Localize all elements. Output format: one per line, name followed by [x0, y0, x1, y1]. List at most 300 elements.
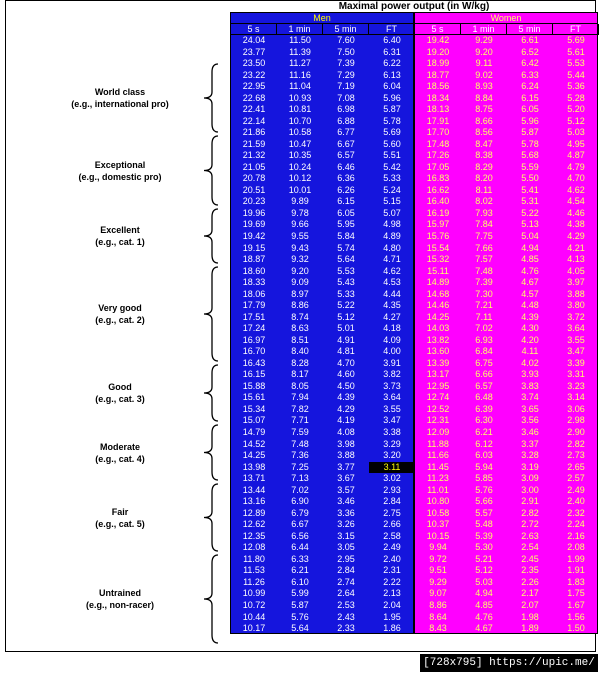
men-table-cell: 19.69	[242, 219, 266, 230]
men-table-cell: 6.57	[337, 150, 355, 161]
category-brace	[204, 64, 218, 132]
women-table-cell: 7.21	[475, 300, 493, 311]
men-table-cell: 2.75	[383, 507, 401, 518]
men-table-cell: 5.42	[383, 161, 401, 172]
women-table-cell: 5.30	[475, 542, 493, 553]
men-table-cell: 3.15	[337, 530, 355, 541]
men-table-cell: 6.36	[337, 173, 355, 184]
men-table-cell: 18.87	[242, 254, 266, 265]
men-group-header: Men	[231, 13, 413, 24]
women-table-cell: 3.31	[567, 369, 585, 380]
women-table-cell: 6.21	[475, 427, 493, 438]
men-table-cell: 15.07	[242, 415, 266, 426]
women-table-cell: 15.97	[426, 219, 450, 230]
men-table-cell: 4.19	[337, 415, 355, 426]
men-table-cell: 2.84	[383, 496, 401, 507]
women-table-cell: 18.13	[426, 104, 450, 115]
women-table-cell: 6.61	[521, 35, 539, 45]
women-table-cell: 12.74	[426, 392, 450, 403]
women-table-cell: 5.50	[521, 173, 539, 184]
men-table-cell: 8.28	[291, 357, 309, 368]
category-brace	[204, 484, 218, 551]
women-table-cell: 6.42	[521, 58, 539, 69]
women-table-cell: 5.59	[521, 161, 539, 172]
women-table-cell: 17.70	[426, 127, 450, 138]
category-brace	[204, 136, 218, 205]
men-table-cell: 3.20	[383, 450, 401, 461]
women-table-cell: 2.98	[567, 415, 585, 426]
men-table-cell: 9.20	[291, 265, 309, 276]
men-table-cell: 3.05	[337, 542, 355, 553]
men-table-cell: 21.05	[242, 161, 266, 172]
men-table-cell: 10.72	[242, 599, 266, 610]
women-table-cell: 2.73	[567, 450, 585, 461]
men-table-cell: 10.99	[242, 588, 266, 599]
men-table-cell: 4.62	[383, 265, 401, 276]
men-table-cell: 3.64	[383, 392, 401, 403]
women-table-cell: 3.88	[567, 288, 585, 299]
men-table-cell: 17.51	[242, 311, 266, 322]
women-column-block	[414, 12, 598, 634]
women-table-cell: 4.85	[475, 599, 493, 610]
women-table-cell: 4.57	[521, 288, 539, 299]
men-table-cell: 4.27	[383, 311, 401, 322]
men-table-cell: 5.87	[291, 599, 309, 610]
women-table-cell: 6.03	[475, 450, 493, 461]
women-table-cell: 12.95	[426, 380, 450, 391]
category-label	[40, 587, 200, 611]
men-table-cell: 19.96	[242, 207, 266, 218]
category-label	[40, 441, 200, 465]
women-table-cell: 16.62	[426, 184, 450, 195]
men-table-cell: 9.32	[291, 254, 309, 265]
men-table-cell: 4.39	[337, 392, 355, 403]
category-name: Fair	[111, 506, 129, 517]
category-example: (e.g., international pro)	[71, 99, 169, 109]
men-column-header: 5 s	[231, 24, 277, 35]
women-table-cell: 5.61	[567, 46, 585, 57]
women-table-cell: 2.16	[567, 530, 585, 541]
men-table-cell: 4.44	[383, 288, 401, 299]
men-table-cell: 3.36	[337, 507, 355, 518]
men-table-cell: 19.15	[242, 242, 266, 253]
category-brace	[204, 209, 218, 263]
men-column-header: 1 min	[277, 24, 323, 35]
women-table-cell: 8.29	[475, 161, 493, 172]
men-table-cell: 3.77	[337, 461, 355, 472]
category-brace	[204, 555, 218, 643]
women-table-cell: 5.78	[521, 138, 539, 149]
category-name: Moderate	[99, 441, 140, 452]
women-table-cell: 5.28	[567, 92, 585, 103]
women-table-cell: 6.48	[475, 392, 493, 403]
women-table-cell: 9.94	[429, 542, 447, 553]
category-example: (e.g., cat. 3)	[95, 394, 145, 404]
men-table-cell: 11.27	[289, 58, 311, 69]
men-table-cell: 22.14	[242, 115, 266, 126]
women-table-cell: 6.24	[521, 81, 539, 92]
women-table-cell: 2.08	[567, 542, 585, 553]
women-table-cell: 9.07	[429, 588, 447, 599]
men-table-cell: 8.40	[291, 346, 309, 357]
women-table-cell: 5.94	[475, 461, 493, 472]
men-table-cell: 2.04	[383, 599, 401, 610]
women-table-cell: 3.47	[567, 346, 585, 357]
women-table-cell: 15.76	[426, 231, 450, 241]
men-table-cell: 23.22	[242, 69, 266, 80]
men-table-cell: 4.98	[383, 219, 401, 230]
category-label	[40, 86, 200, 110]
men-table-cell: 7.94	[291, 392, 309, 403]
women-table-cell: 3.74	[521, 392, 539, 403]
women-table-cell: 1.99	[567, 553, 585, 564]
men-table-cell: 3.57	[337, 484, 355, 495]
men-table-cell: 7.25	[291, 461, 309, 472]
women-table-cell: 5.68	[521, 150, 539, 161]
men-table-cell: 5.87	[383, 104, 401, 115]
men-table-cell: 2.95	[337, 553, 355, 564]
women-table-cell: 12.52	[426, 403, 450, 414]
men-table-cell: 21.59	[242, 138, 266, 149]
men-table-cell: 11.26	[243, 576, 265, 587]
men-table-cell: 6.22	[383, 58, 401, 69]
men-table-cell: 11.80	[243, 553, 265, 564]
women-table-cell: 5.22	[521, 207, 539, 218]
men-table-cell: 14.52	[242, 438, 266, 449]
men-table-cell: 18.06	[242, 288, 266, 299]
women-table-cell: 3.23	[567, 380, 585, 391]
women-table-cell: 5.87	[521, 127, 539, 138]
women-table-cell: 5.12	[567, 115, 585, 126]
women-table-cell: 2.91	[521, 496, 539, 507]
men-table-cell: 16.97	[242, 334, 266, 345]
women-table-cell: 3.56	[521, 415, 539, 426]
men-table-cell: 9.43	[291, 242, 309, 253]
women-table-cell: 2.72	[521, 519, 539, 530]
men-table-cell: 6.46	[337, 161, 355, 172]
men-table-cell: 12.35	[242, 530, 266, 541]
men-table-cell: 9.66	[291, 219, 309, 230]
men-table-cell: 5.24	[383, 184, 401, 195]
women-table-cell: 4.11	[521, 346, 539, 357]
women-table-cell: 6.15	[521, 92, 539, 103]
women-table-cell: 5.76	[475, 484, 493, 495]
men-table-cell: 4.89	[383, 231, 401, 241]
men-table-cell: 6.21	[291, 565, 309, 576]
women-table-cell: 13.17	[426, 369, 450, 380]
men-table-cell: 2.58	[383, 530, 401, 541]
women-table-cell: 14.03	[426, 323, 450, 334]
women-table-cell: 3.64	[567, 323, 585, 334]
men-table-cell: 11.16	[289, 69, 311, 80]
men-table-cell: 15.88	[242, 380, 266, 391]
women-table-cell: 1.91	[567, 565, 585, 576]
women-table-cell: 5.20	[567, 104, 585, 115]
men-table-cell: 2.13	[383, 588, 401, 599]
women-table-cell: 10.15	[426, 530, 450, 541]
men-table-cell: 8.63	[291, 323, 309, 334]
women-table-cell: 4.21	[567, 242, 585, 253]
women-table-cell: 17.26	[426, 150, 450, 161]
women-table-cell: 4.48	[521, 300, 539, 311]
men-table-cell: 8.05	[291, 380, 309, 391]
women-table-cell: 19.20	[426, 46, 450, 57]
women-table-cell: 8.75	[475, 104, 493, 115]
men-table-cell: 4.18	[383, 323, 401, 334]
women-table-cell: 1.67	[567, 599, 585, 610]
women-column-header: FT	[553, 24, 599, 35]
men-table-cell: 5.69	[383, 127, 401, 138]
women-table-cell: 8.43	[429, 623, 447, 634]
women-table-cell: 18.34	[426, 92, 450, 103]
women-table-cell: 7.93	[475, 207, 493, 218]
women-table-cell: 3.39	[567, 357, 585, 368]
men-table-cell: 5.64	[291, 623, 309, 634]
men-table-cell: 10.17	[242, 623, 266, 634]
men-table-cell: 10.81	[288, 104, 312, 115]
men-table-cell: 4.70	[337, 357, 355, 368]
women-table-cell: 14.68	[426, 288, 450, 299]
men-table-cell: 1.95	[383, 611, 401, 622]
women-table-cell: 3.37	[521, 438, 539, 449]
women-table-cell: 10.58	[426, 507, 450, 518]
men-table-cell: 22.95	[242, 81, 266, 92]
men-table-cell: 8.74	[291, 311, 309, 322]
women-table-cell: 15.32	[426, 254, 450, 265]
men-table-cell: 2.64	[337, 588, 355, 599]
women-table-cell: 11.45	[427, 461, 449, 472]
category-name: World class	[94, 87, 146, 97]
women-table-cell: 6.30	[475, 415, 493, 426]
men-table-cell: 2.31	[383, 565, 401, 576]
women-table-cell: 4.29	[567, 231, 585, 241]
men-table-cell: 16.15	[242, 369, 266, 380]
women-table-cell: 6.39	[475, 403, 493, 414]
women-table-cell: 16.19	[426, 207, 450, 218]
women-table-cell: 10.80	[426, 496, 450, 507]
men-table-cell: 6.79	[291, 507, 309, 518]
women-table-cell: 2.45	[521, 553, 539, 564]
men-table-cell: 2.53	[337, 599, 355, 610]
category-label	[40, 159, 200, 183]
women-table-cell: 18.56	[426, 81, 450, 92]
men-table-cell: 6.04	[383, 81, 401, 92]
category-label	[40, 224, 200, 248]
women-table-cell: 5.66	[475, 496, 493, 507]
men-table-cell: 5.51	[383, 150, 401, 161]
women-table-cell: 5.39	[475, 530, 493, 541]
women-table-cell: 16.40	[426, 196, 450, 207]
women-table-cell: 4.13	[567, 254, 585, 265]
women-table-cell: 5.57	[475, 507, 493, 518]
women-column-header: 1 min	[461, 24, 507, 35]
women-table-cell: 6.52	[521, 46, 539, 57]
men-table-cell: 5.22	[337, 300, 355, 311]
men-table-cell: 9.78	[291, 207, 309, 218]
men-table-cell: 3.02	[383, 473, 401, 484]
men-table-cell: 16.70	[242, 346, 266, 357]
women-table-cell: 6.33	[521, 69, 539, 80]
women-table-cell: 4.20	[521, 334, 539, 345]
women-table-cell: 8.84	[475, 92, 493, 103]
men-table-cell: 4.00	[383, 346, 401, 357]
men-table-cell: 5.96	[383, 92, 401, 103]
men-table-cell: 20.78	[242, 173, 266, 184]
men-table-cell: 7.60	[337, 35, 355, 45]
men-table-cell: 3.46	[337, 496, 355, 507]
women-table-cell: 13.82	[426, 334, 450, 345]
men-table-cell: 6.05	[337, 207, 355, 218]
women-table-cell: 2.49	[567, 484, 585, 495]
men-table-cell: 17.79	[242, 300, 266, 311]
men-table-cell: 2.84	[337, 565, 355, 576]
women-table-cell: 11.88	[427, 438, 449, 449]
footer-watermark: [728x795] https://upic.me/	[420, 654, 598, 672]
men-table-cell: 18.33	[242, 277, 266, 288]
men-table-cell: 12.89	[242, 507, 266, 518]
women-table-cell: 4.76	[521, 265, 539, 276]
men-table-cell: 7.36	[291, 450, 309, 461]
women-table-cell: 17.48	[426, 138, 450, 149]
women-table-cell: 4.87	[567, 150, 585, 161]
women-table-cell: 4.62	[567, 184, 585, 195]
women-table-cell: 1.75	[567, 588, 585, 599]
women-table-cell: 3.83	[521, 380, 539, 391]
men-table-cell: 7.02	[291, 484, 309, 495]
women-table-cell: 14.25	[426, 311, 450, 322]
men-table-cell: 11.04	[289, 81, 311, 92]
men-table-cell: 5.99	[291, 588, 309, 599]
women-table-cell: 7.75	[475, 231, 493, 241]
women-table-cell: 5.12	[475, 565, 493, 576]
women-group-header: Women	[415, 13, 597, 24]
men-table-cell: 6.90	[291, 496, 309, 507]
category-name: Untrained	[98, 588, 141, 598]
men-table-cell: 10.44	[242, 611, 266, 622]
men-table-cell: 6.67	[291, 519, 309, 530]
men-table-cell: 4.71	[383, 254, 401, 265]
men-table-cell: 16.43	[242, 357, 266, 368]
men-table-cell: 9.09	[291, 277, 309, 288]
women-table-cell: 4.54	[567, 196, 585, 207]
men-table-cell: 10.35	[288, 150, 312, 161]
men-table-cell: 3.26	[337, 519, 355, 530]
women-table-cell: 13.39	[426, 357, 450, 368]
men-table-cell: 4.81	[337, 346, 355, 357]
women-table-cell: 2.24	[567, 519, 585, 530]
women-table-cell: 7.66	[475, 242, 493, 253]
men-table-cell: 7.08	[337, 92, 355, 103]
women-table-cell: 3.09	[521, 473, 539, 484]
women-table-cell: 3.14	[567, 392, 585, 403]
women-table-cell: 8.47	[475, 138, 493, 149]
men-table-cell: 15.34	[242, 403, 266, 414]
men-table-cell: 7.59	[291, 427, 309, 438]
men-table-cell: 5.76	[291, 611, 309, 622]
category-example: (e.g., cat. 1)	[95, 237, 145, 247]
women-table-cell: 8.20	[475, 173, 493, 184]
women-table-cell: 8.93	[475, 81, 493, 92]
women-table-cell: 1.98	[521, 611, 539, 622]
men-table-cell: 13.44	[242, 484, 266, 495]
men-table-cell: 3.88	[337, 450, 355, 461]
women-table-cell: 6.05	[521, 104, 539, 115]
women-table-cell: 6.12	[475, 438, 493, 449]
women-table-cell: 3.80	[567, 300, 585, 311]
women-table-cell: 5.44	[567, 69, 585, 80]
women-table-cell: 3.00	[521, 484, 539, 495]
women-table-cell: 18.77	[426, 69, 450, 80]
men-table-cell: 22.41	[242, 104, 266, 115]
women-table-cell: 11.01	[427, 484, 449, 495]
women-table-cell: 1.83	[567, 576, 585, 587]
women-table-cell: 5.69	[567, 35, 585, 45]
women-table-cell: 3.93	[521, 369, 539, 380]
women-table-cell: 3.06	[567, 403, 585, 414]
category-brace	[204, 425, 218, 480]
women-table-cell: 4.70	[567, 173, 585, 184]
men-table-cell: 5.33	[383, 173, 401, 184]
men-table-cell: 7.71	[291, 415, 309, 426]
men-table-cell: 6.13	[383, 69, 401, 80]
women-table-cell: 2.32	[567, 507, 585, 518]
men-table-cell: 5.43	[337, 277, 355, 288]
women-table-cell: 7.11	[475, 311, 493, 322]
women-table-cell: 5.31	[521, 196, 539, 207]
men-table-cell: 5.74	[337, 242, 355, 253]
men-table-cell: 7.82	[291, 403, 309, 414]
women-table-cell: 6.84	[475, 346, 493, 357]
women-table-cell: 11.23	[427, 473, 449, 484]
women-table-cell: 5.85	[475, 473, 493, 484]
men-table-cell: 12.08	[242, 542, 266, 553]
men-table-cell: 18.60	[242, 265, 266, 276]
women-table-cell: 8.56	[475, 127, 493, 138]
women-table-cell: 3.28	[521, 450, 539, 461]
men-table-cell: 3.47	[383, 415, 401, 426]
category-name: Excellent	[100, 225, 140, 235]
men-table-cell: 4.35	[383, 300, 401, 311]
men-table-cell: 17.24	[242, 323, 266, 334]
men-table-cell: 3.98	[337, 438, 355, 449]
men-table-cell: 10.12	[288, 173, 312, 184]
women-table-cell: 5.36	[567, 81, 585, 92]
women-table-cell: 6.57	[475, 380, 493, 391]
women-table-cell: 9.20	[475, 46, 493, 57]
men-table-cell: 11.39	[289, 46, 311, 57]
men-table-cell: 5.84	[337, 231, 355, 241]
men-table-cell: 6.44	[291, 542, 309, 553]
men-table-cell: 3.91	[383, 357, 401, 368]
category-example: (e.g., cat. 4)	[95, 453, 145, 464]
men-table-cell: 8.51	[291, 334, 309, 345]
men-table-cell: 2.74	[337, 576, 355, 587]
women-table-cell: 9.29	[475, 35, 493, 45]
men-table-cell: 20.51	[242, 184, 266, 195]
women-table-cell: 2.57	[567, 473, 585, 484]
men-table-cell: 1.86	[383, 623, 401, 634]
men-table-cell: 22.68	[242, 92, 266, 103]
women-table-cell: 3.46	[521, 427, 539, 438]
women-table-cell: 5.13	[521, 219, 539, 230]
women-table-cell: 8.02	[475, 196, 493, 207]
men-table-cell: 8.86	[291, 300, 309, 311]
men-table-cell: 9.89	[291, 196, 309, 207]
men-table-cell: 19.42	[242, 231, 266, 241]
men-table-cell: 3.11	[369, 462, 415, 473]
men-table-cell: 8.97	[291, 288, 309, 299]
power-table	[230, 12, 598, 634]
